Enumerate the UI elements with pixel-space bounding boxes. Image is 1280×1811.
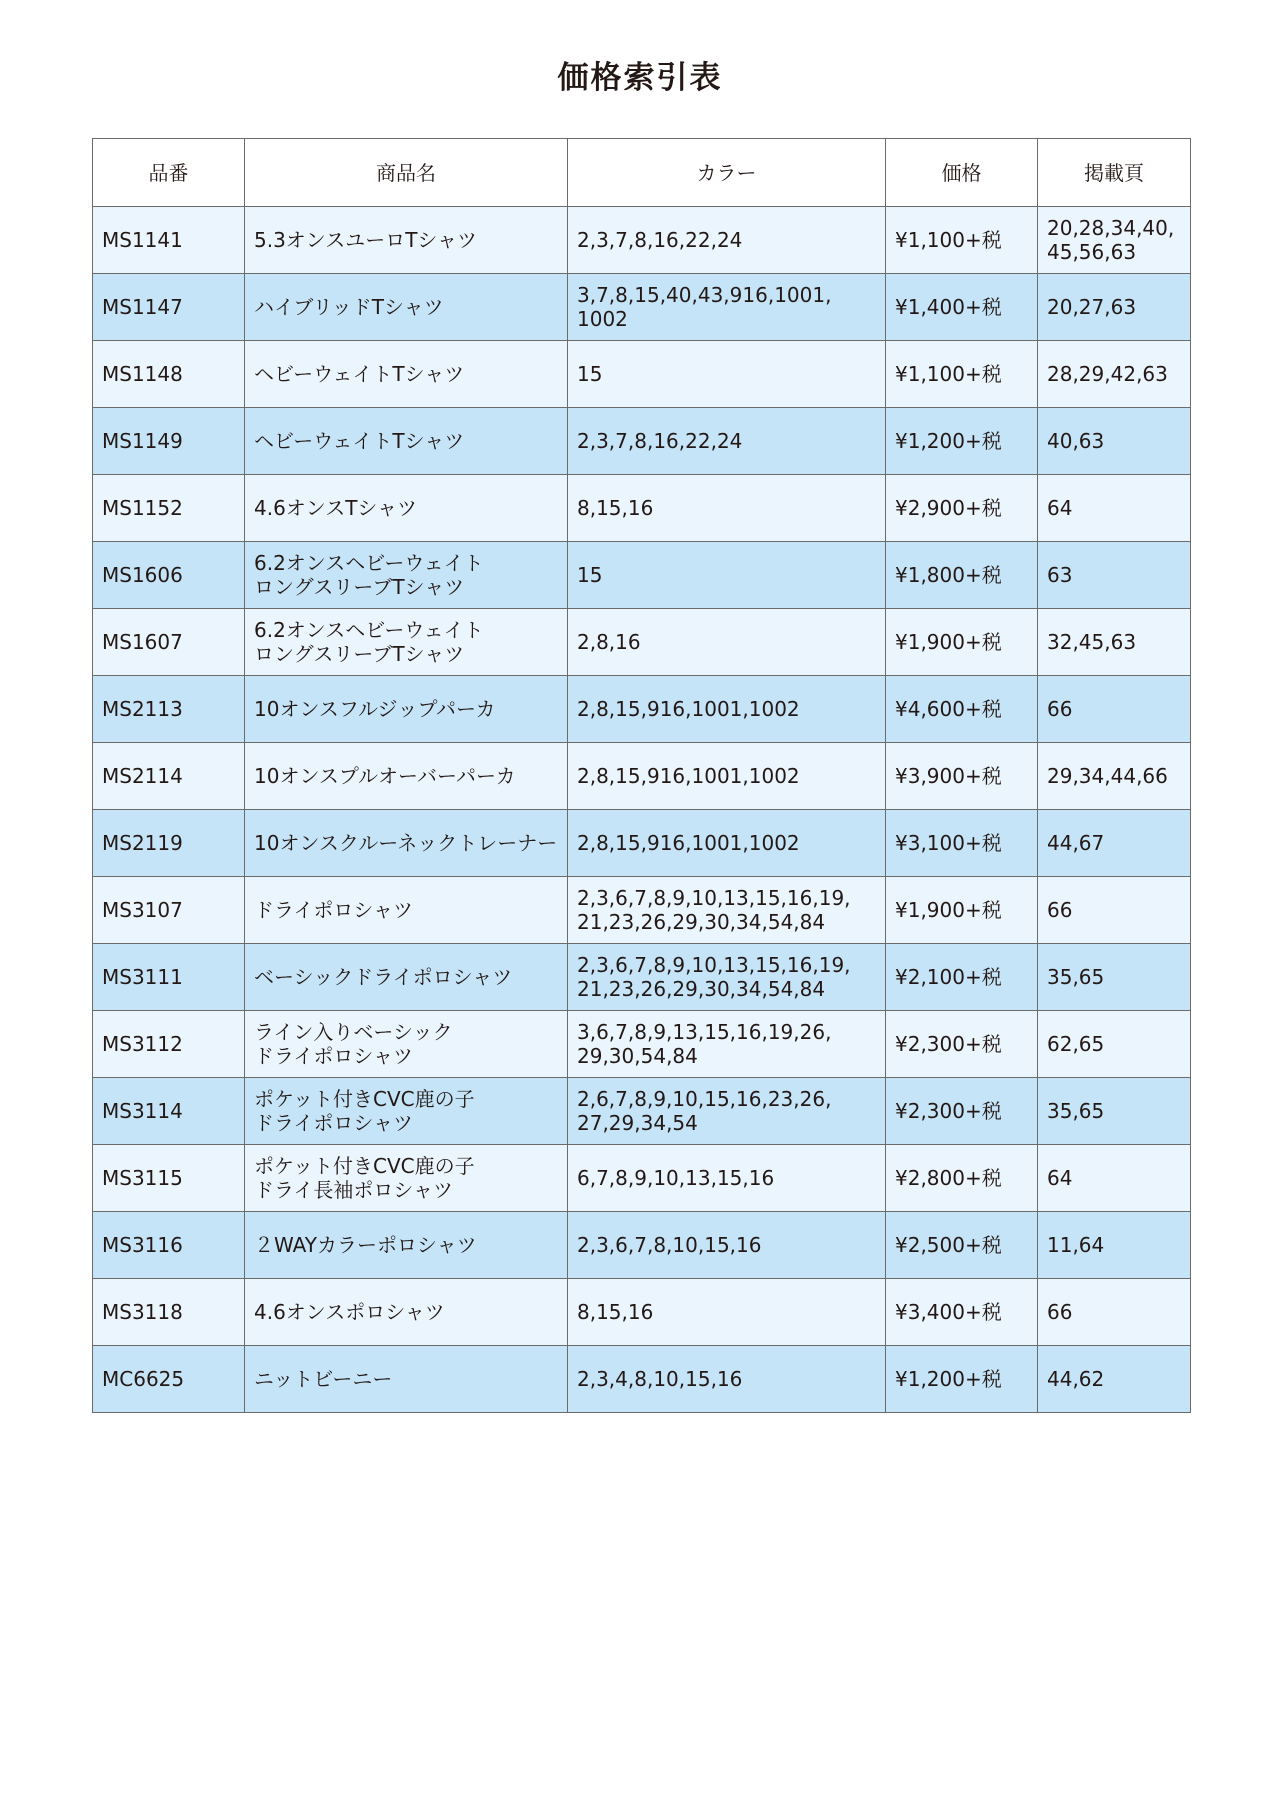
cell-name: 6.2オンスヘビーウェイト ロングスリーブTシャツ (245, 542, 568, 609)
cell-price: ¥2,900+税 (886, 475, 1038, 542)
cell-price: ¥4,600+税 (886, 676, 1038, 743)
cell-pages: 44,62 (1038, 1346, 1191, 1413)
cell-pages: 29,34,44,66 (1038, 743, 1191, 810)
table-row (93, 1212, 1191, 1279)
cell-code: MS2114 (93, 743, 245, 810)
header-price: 価格 (886, 139, 1038, 207)
table-row (93, 408, 1191, 475)
cell-name: ヘビーウェイトTシャツ (245, 341, 568, 408)
cell-colors: 15 (568, 542, 886, 609)
table-row (93, 810, 1191, 877)
table-row (93, 743, 1191, 810)
cell-pages: 20,28,34,40, 45,56,63 (1038, 207, 1191, 274)
cell-colors: 6,7,8,9,10,13,15,16 (568, 1145, 886, 1212)
table-row (93, 207, 1191, 274)
cell-pages: 44,67 (1038, 810, 1191, 877)
table-row (93, 274, 1191, 341)
cell-price: ¥1,100+税 (886, 207, 1038, 274)
table-row (93, 676, 1191, 743)
table-row (93, 1145, 1191, 1212)
cell-colors: 2,8,16 (568, 609, 886, 676)
cell-name: ポケット付きCVC鹿の子 ドライ長袖ポロシャツ (245, 1145, 568, 1212)
cell-pages: 40,63 (1038, 408, 1191, 475)
cell-price: ¥2,100+税 (886, 944, 1038, 1011)
cell-code: MS3115 (93, 1145, 245, 1212)
cell-colors: 8,15,16 (568, 475, 886, 542)
cell-code: MC6625 (93, 1346, 245, 1413)
cell-name: 10オンスフルジップパーカ (245, 676, 568, 743)
table-row (93, 1279, 1191, 1346)
cell-code: MS1149 (93, 408, 245, 475)
cell-pages: 35,65 (1038, 1078, 1191, 1145)
cell-name: ベーシックドライポロシャツ (245, 944, 568, 1011)
cell-price: ¥1,200+税 (886, 408, 1038, 475)
cell-pages: 63 (1038, 542, 1191, 609)
cell-price: ¥1,900+税 (886, 877, 1038, 944)
header-colors: カラー (568, 139, 886, 207)
cell-colors: 3,6,7,8,9,13,15,16,19,26, 29,30,54,84 (568, 1011, 886, 1078)
cell-pages: 66 (1038, 1279, 1191, 1346)
cell-colors: 15 (568, 341, 886, 408)
cell-name: ポケット付きCVC鹿の子 ドライポロシャツ (245, 1078, 568, 1145)
cell-name: ドライポロシャツ (245, 877, 568, 944)
table-header-row (93, 139, 1191, 207)
cell-pages: 64 (1038, 475, 1191, 542)
cell-name: ヘビーウェイトTシャツ (245, 408, 568, 475)
cell-colors: 8,15,16 (568, 1279, 886, 1346)
table-row (93, 609, 1191, 676)
cell-pages: 66 (1038, 676, 1191, 743)
cell-code: MS3114 (93, 1078, 245, 1145)
cell-name: ハイブリッドTシャツ (245, 274, 568, 341)
cell-code: MS1147 (93, 274, 245, 341)
cell-pages: 62,65 (1038, 1011, 1191, 1078)
cell-code: MS3118 (93, 1279, 245, 1346)
cell-price: ¥2,500+税 (886, 1212, 1038, 1279)
cell-name: ２WAYカラーポロシャツ (245, 1212, 568, 1279)
cell-pages: 64 (1038, 1145, 1191, 1212)
cell-name: 4.6オンスTシャツ (245, 475, 568, 542)
cell-code: MS3116 (93, 1212, 245, 1279)
cell-colors: 2,3,4,8,10,15,16 (568, 1346, 886, 1413)
cell-name: ライン入りベーシック ドライポロシャツ (245, 1011, 568, 1078)
cell-name: 4.6オンスポロシャツ (245, 1279, 568, 1346)
cell-colors: 2,3,6,7,8,9,10,13,15,16,19, 21,23,26,29,30,34,54,84 (568, 877, 886, 944)
cell-price: ¥1,800+税 (886, 542, 1038, 609)
cell-colors: 2,3,6,7,8,9,10,13,15,16,19, 21,23,26,29,30,34,54,84 (568, 944, 886, 1011)
table-row (93, 542, 1191, 609)
cell-price: ¥2,300+税 (886, 1011, 1038, 1078)
table-row (93, 944, 1191, 1011)
table-row (93, 475, 1191, 542)
cell-code: MS3112 (93, 1011, 245, 1078)
table-row (93, 341, 1191, 408)
cell-colors: 2,8,15,916,1001,1002 (568, 676, 886, 743)
cell-code: MS1606 (93, 542, 245, 609)
cell-colors: 2,8,15,916,1001,1002 (568, 810, 886, 877)
cell-code: MS3111 (93, 944, 245, 1011)
cell-code: MS2113 (93, 676, 245, 743)
cell-code: MS1607 (93, 609, 245, 676)
cell-code: MS3107 (93, 877, 245, 944)
page-title: 価格索引表 (557, 60, 723, 96)
cell-name: 6.2オンスヘビーウェイト ロングスリーブTシャツ (245, 609, 568, 676)
cell-code: MS2119 (93, 810, 245, 877)
cell-name: 10オンスプルオーバーパーカ (245, 743, 568, 810)
cell-code: MS1152 (93, 475, 245, 542)
cell-pages: 28,29,42,63 (1038, 341, 1191, 408)
cell-name: ニットビーニー (245, 1346, 568, 1413)
cell-pages: 35,65 (1038, 944, 1191, 1011)
cell-price: ¥3,400+税 (886, 1279, 1038, 1346)
cell-colors: 3,7,8,15,40,43,916,1001, 1002 (568, 274, 886, 341)
cell-price: ¥1,400+税 (886, 274, 1038, 341)
cell-pages: 11,64 (1038, 1212, 1191, 1279)
cell-colors: 2,3,7,8,16,22,24 (568, 408, 886, 475)
table-row (93, 1078, 1191, 1145)
table-row (93, 1011, 1191, 1078)
header-code: 品番 (93, 139, 245, 207)
table-row (93, 1346, 1191, 1413)
table-row (93, 877, 1191, 944)
cell-price: ¥1,100+税 (886, 341, 1038, 408)
header-name: 商品名 (245, 139, 568, 207)
cell-colors: 2,3,6,7,8,10,15,16 (568, 1212, 886, 1279)
cell-price: ¥1,200+税 (886, 1346, 1038, 1413)
cell-price: ¥1,900+税 (886, 609, 1038, 676)
cell-colors: 2,8,15,916,1001,1002 (568, 743, 886, 810)
cell-price: ¥2,300+税 (886, 1078, 1038, 1145)
cell-pages: 20,27,63 (1038, 274, 1191, 341)
cell-pages: 32,45,63 (1038, 609, 1191, 676)
cell-code: MS1141 (93, 207, 245, 274)
price-index-table (92, 138, 1191, 1413)
cell-name: 10オンスクルーネックトレーナー (245, 810, 568, 877)
cell-price: ¥3,900+税 (886, 743, 1038, 810)
cell-price: ¥3,100+税 (886, 810, 1038, 877)
cell-code: MS1148 (93, 341, 245, 408)
cell-colors: 2,6,7,8,9,10,15,16,23,26, 27,29,34,54 (568, 1078, 886, 1145)
cell-pages: 66 (1038, 877, 1191, 944)
cell-name: 5.3オンスユーロTシャツ (245, 207, 568, 274)
cell-price: ¥2,800+税 (886, 1145, 1038, 1212)
cell-colors: 2,3,7,8,16,22,24 (568, 207, 886, 274)
header-pages: 掲載頁 (1038, 139, 1191, 207)
